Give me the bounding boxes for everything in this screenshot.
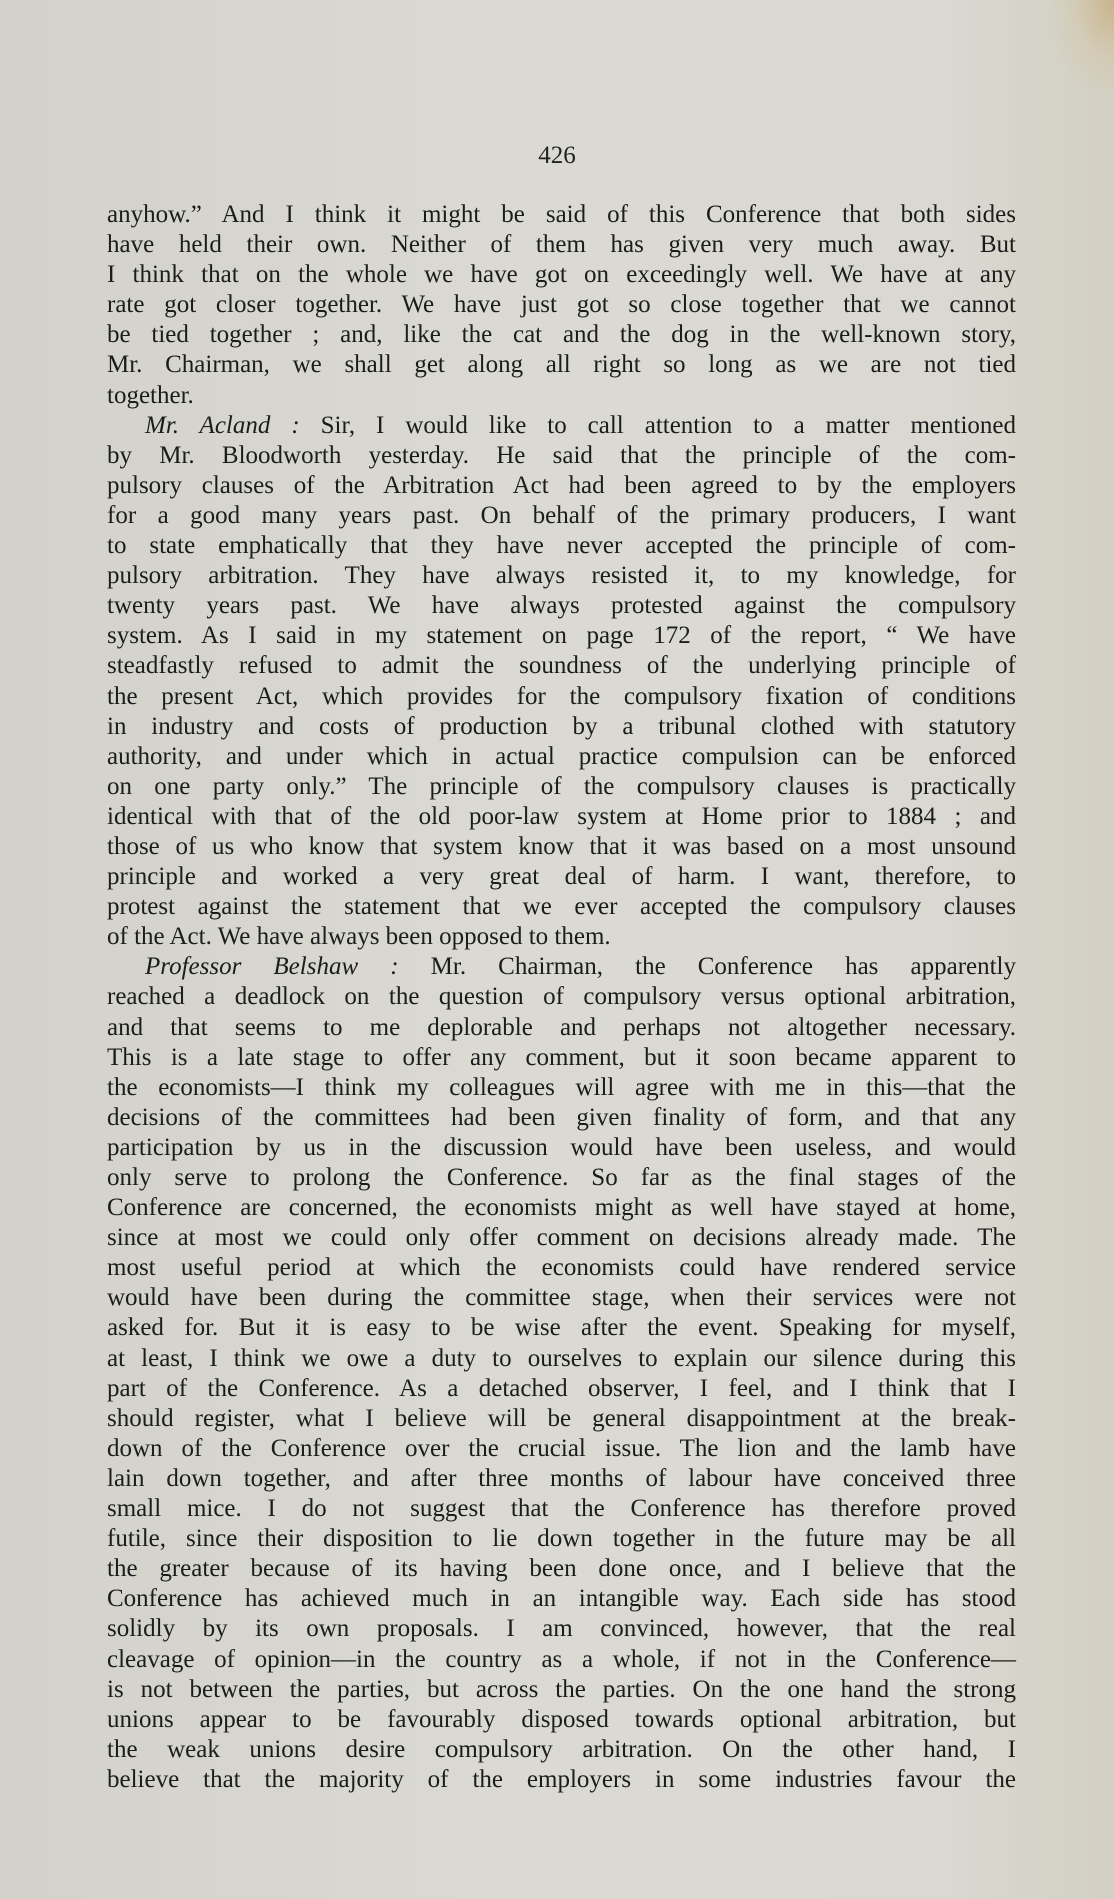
text-line: at least, I think we owe a duty to ourselves to explain our silence during this	[107, 1344, 1016, 1372]
text-line: pulsory clauses of the Arbitration Act had been agreed to by the employers	[107, 471, 1016, 499]
text-line: Mr. Chairman, the Conference has apparently	[430, 953, 1017, 981]
text-line: in industry and costs of production by a tribunal clothed with statutory	[107, 712, 1016, 740]
text-line: most useful period at which the economists could have rendered service	[107, 1254, 1016, 1282]
text-line: small mice. I do not suggest that the Conference has therefore proved	[107, 1495, 1016, 1523]
text-line: the weak unions desire compulsory arbitration. On the other hand, I	[107, 1735, 1016, 1763]
paragraph-acland-first-line	[107, 411, 1016, 441]
paper-stain	[1054, 0, 1114, 90]
text-line: together.	[107, 381, 194, 409]
text-line: steadfastly refused to admit the soundness of the underlying principle of	[107, 652, 1016, 680]
text-line: down of the Conference over the crucial issue. The lion and the lamb have	[107, 1434, 1016, 1462]
text-line: participation by us in the discussion would have been useless, and would	[107, 1133, 1016, 1161]
text-line: asked for. But it is easy to be wise after the event. Speaking for myself,	[107, 1314, 1016, 1342]
text-line: cleavage of opinion—in the country as a whole, if not in the Conference—	[107, 1645, 1016, 1673]
text-line: the present Act, which provides for the compulsory fixation of conditions	[107, 682, 1016, 710]
text-line: Mr. Chairman, we shall get along all right so long as we are not tied	[107, 351, 1016, 379]
text-line: part of the Conference. As a detached observer, I feel, and I think that I	[107, 1374, 1016, 1402]
text-line: system. As I said in my statement on page 172 of the report, “ We have	[107, 622, 1016, 650]
text-line: have held their own. Neither of them has given very much away. But	[107, 231, 1016, 259]
text-line: unions appear to be favourably disposed towards optional arbitration, but	[107, 1705, 1016, 1733]
text-line: since at most we could only offer comment on decisions already made. The	[107, 1224, 1016, 1252]
text-line: would have been during the committee stage, when their services were not	[107, 1284, 1016, 1312]
text-line: Conference are concerned, the economists might as well have stayed at home,	[107, 1194, 1016, 1222]
text-line: principle and worked a very great deal of harm. I want, therefore, to	[107, 863, 1016, 891]
text-line: by Mr. Bloodworth yesterday. He said that the principle of the com-	[107, 441, 1016, 469]
text-line: I think that on the whole we have got on exceedingly well. We have at any	[107, 261, 1016, 289]
text-line: futile, since their disposition to lie down together in the future may be all	[107, 1525, 1016, 1553]
text-line: for a good many years past. On behalf of the primary producers, I want	[107, 501, 1016, 529]
text-line: rate got closer together. We have just got so close together that we cannot	[107, 291, 1016, 319]
text-line: believe that the majority of the employers in some industries favour the	[107, 1765, 1016, 1793]
text-line: be tied together ; and, like the cat and the dog in the well-known story,	[107, 321, 1016, 349]
text-line: This is a late stage to offer any comment, but it soon became apparent to	[107, 1043, 1016, 1071]
speaker-name-acland: Mr. Acland :	[145, 411, 300, 439]
text-line: should register, what I believe will be general disappointment at the break-	[107, 1404, 1016, 1432]
text-line: lain down together, and after three months of labour have conceived three	[107, 1464, 1016, 1492]
speaker-name-belshaw: Professor Belshaw :	[145, 953, 399, 981]
text-line: the greater because of its having been done once, and I believe that the	[107, 1555, 1016, 1583]
text-line: anyhow.” And I think it might be said of this Conference that both sides	[107, 201, 1016, 228]
text-line: and that seems to me deplorable and perhaps not altogether necessary.	[107, 1013, 1016, 1041]
text-line: protest against the statement that we ever accepted the compulsory clauses	[107, 893, 1016, 921]
text-line: is not between the parties, but across the parties. On the one hand the strong	[107, 1675, 1016, 1703]
text-line: on one party only.” The principle of the compulsory clauses is practically	[107, 772, 1016, 800]
text-line: the economists—I think my colleagues will agree with me in this—that the	[107, 1073, 1016, 1101]
text-line: decisions of the committees had been given finality of form, and that any	[107, 1103, 1016, 1131]
text-line: those of us who know that system know that it was based on a most unsound	[107, 832, 1016, 860]
text-line: Conference has achieved much in an intangible way. Each side has stood	[107, 1585, 1016, 1613]
text-line: of the Act. We have always been opposed to them.	[107, 923, 611, 951]
text-line: reached a deadlock on the question of compulsory versus optional arbitration,	[107, 983, 1016, 1011]
text-line: only serve to prolong the Conference. So far as the final stages of the	[107, 1164, 1016, 1191]
text-line: to state emphatically that they have never accepted the principle of com-	[107, 532, 1016, 560]
text-line: solidly by its own proposals. I am convinced, however, that the real	[107, 1615, 1016, 1643]
text-line: identical with that of the old poor-law system at Home prior to 1884 ; and	[107, 802, 1016, 830]
text-line: twenty years past. We have always protested against the compulsory	[107, 592, 1016, 620]
paragraph-belshaw-first-line	[107, 952, 1016, 982]
text-line: pulsory arbitration. They have always resisted it, to my knowledge, for	[107, 562, 1016, 590]
body-text	[107, 200, 1016, 1795]
text-line: authority, and under which in actual practice compulsion can be enforced	[107, 742, 1016, 770]
page-number: 426	[538, 142, 576, 169]
text-line: Sir, I would like to call attention to a matter mentioned	[320, 411, 1016, 439]
